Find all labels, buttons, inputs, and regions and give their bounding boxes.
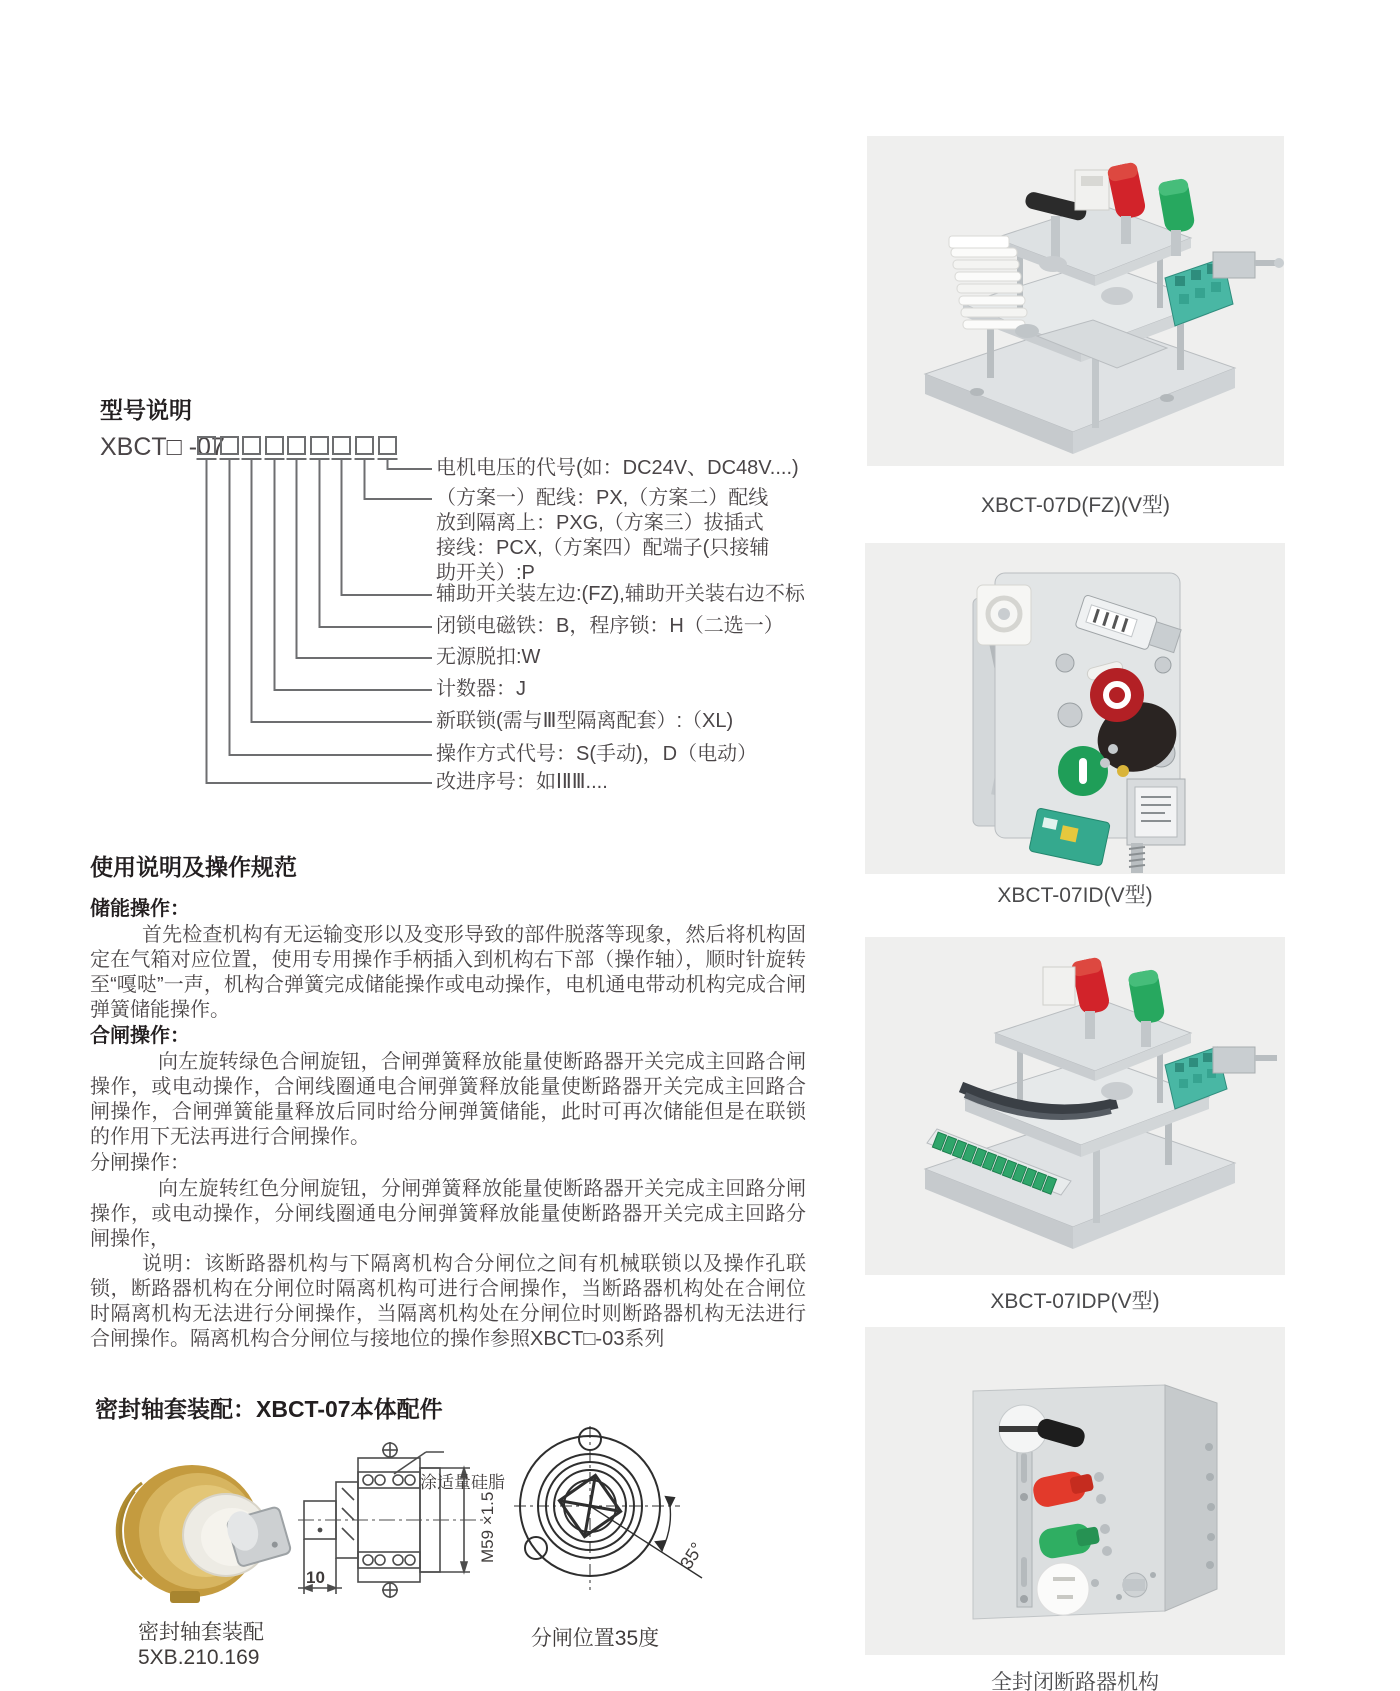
usage-section xyxy=(90,849,806,1352)
closing-knob-green xyxy=(1058,746,1108,796)
model-label-interlock: 新联锁(需与Ⅲ型隔离配套）:（XL) xyxy=(436,710,734,732)
label-disc xyxy=(1037,1563,1089,1615)
product-caption-3: XBCT-07IDP(V型) xyxy=(990,1290,1160,1313)
model-code-prefix: XBCT□ -07 xyxy=(100,433,225,461)
product-caption-1: XBCT-07D(FZ)(V型) xyxy=(981,494,1170,517)
side-solenoid xyxy=(1213,252,1284,278)
model-digit-boxes xyxy=(198,437,396,454)
product-caption-2: XBCT-07ID(V型) xyxy=(997,884,1153,907)
thread-size-label: M59 ×1.5 xyxy=(478,1491,497,1563)
aux-switch-stack xyxy=(949,236,1027,329)
closing-subheading: 合闸操作： xyxy=(90,1025,190,1047)
opening-knob-red xyxy=(1090,668,1144,722)
model-connector-lines xyxy=(197,459,433,783)
enclosure-illustration xyxy=(865,1327,1285,1655)
plastic-bracket xyxy=(977,585,1031,645)
seal-bushing-section-drawing xyxy=(298,1422,490,1618)
angle-35-label: 35° xyxy=(676,1538,708,1573)
mechanism-front-illustration xyxy=(865,543,1285,874)
product-photo-xbct-07id xyxy=(865,543,1285,874)
charging-subheading: 储能操作： xyxy=(90,898,190,920)
position-caption: 分闸位置35度 xyxy=(530,1627,660,1650)
seal-section-heading: 密封轴套装配：XBCT-07本体配件 xyxy=(95,1396,443,1422)
bushing-code: 5XB.210.169 xyxy=(138,1646,260,1669)
model-section-heading: 型号说明 xyxy=(100,397,192,423)
model-label-counter: 计数器：J xyxy=(436,678,526,700)
interlock-note-paragraph: 说明：该断路器机构与下隔离机构合分闸位之间有机械联锁以及操作孔联锁，断路器机构在分闸位时隔离机构可进行合闸操作，当断路器机构处在合闸位时隔离机构无法进行分闸操作，当隔离机构处在分闸位时则断路器机构无法进行合闸操作。隔离机构合分闸位与接地位的操作参照XBCT□-03系列 xyxy=(90,1253,806,1350)
opening-position-drawing xyxy=(512,1426,712,1596)
product-photo-xbct-07idp xyxy=(865,937,1285,1275)
model-label-operation: 操作方式代号：S(手动)，D（电动） xyxy=(436,743,758,765)
model-label-aux-switch: 辅助开关装左边:(FZ),辅助开关装右边不标 xyxy=(436,583,805,605)
mechanism-isometric-illustration xyxy=(867,136,1284,466)
product-photo-enclosure xyxy=(865,1327,1285,1655)
model-label-lock: 闭锁电磁铁：B，程序锁：H（二选一） xyxy=(436,615,784,637)
mechanism-terminal-illustration xyxy=(865,937,1285,1275)
grease-label: 涂适量硅脂 xyxy=(420,1473,505,1492)
closing-paragraph: 向左旋转绿色合闸旋钮，合闸弹簧释放能量使断路器开关完成主回路合闸操作，或电动操作，合闸线圈通电合闸弹簧释放能量使断路器开关完成主回路合闸操作，合闸弹簧能量释放后同时给分闸弹簧储能，此时可再次储能但是在联锁的作用下无法再进行合闸操作。 xyxy=(90,1051,806,1148)
product-photo-xbct-07d xyxy=(867,136,1284,466)
opening-paragraph: 向左旋转红色分闸旋钮，分闸弹簧释放能量使断路器开关完成主回路分闸操作，或电动操作，分闸线圈通电分闸弹簧释放能量使断路器开关完成主回路分闸操作， xyxy=(90,1178,806,1250)
charging-paragraph: 首先检查机构有无运输变形以及变形导致的部件脱落等现象，然后将机构固定在气箱对应位置，使用专用操作手柄插入到机构右下部（操作轴），顺时针旋转至“嘎哒”一声，机构合弹簧完成储能操作或电动操作，电机通电带动机构完成合闸弹簧储能操作。 xyxy=(90,924,806,1021)
side-solenoid xyxy=(1213,1047,1277,1073)
model-label-trip: 无源脱扣:W xyxy=(436,646,541,668)
dimension-10-label: 10 xyxy=(306,1568,325,1587)
opening-subheading: 分闸操作： xyxy=(90,1152,190,1174)
usage-heading: 使用说明及操作规范 xyxy=(90,854,297,880)
model-label-wiring: （方案一）配线：PX,（方案二）配线放到隔离上：PXG,（方案三）拔插式接线：PCX,（方案四）配端子(只接辅助开关）:P xyxy=(436,487,770,584)
seal-bushing-photo xyxy=(112,1445,317,1617)
product-caption-4: 全封闭断路器机构 xyxy=(991,1671,1159,1691)
model-code-diagram xyxy=(190,434,433,790)
bushing-caption: 密封轴套装配 xyxy=(138,1621,264,1644)
model-label-voltage: 电机电压的代号(如：DC24V、DC48V....) xyxy=(436,457,799,479)
threaded-rod xyxy=(1129,843,1145,873)
model-label-series: 改进序号：如ⅠⅡⅢ.... xyxy=(436,771,608,793)
coil-with-label xyxy=(1127,779,1185,845)
